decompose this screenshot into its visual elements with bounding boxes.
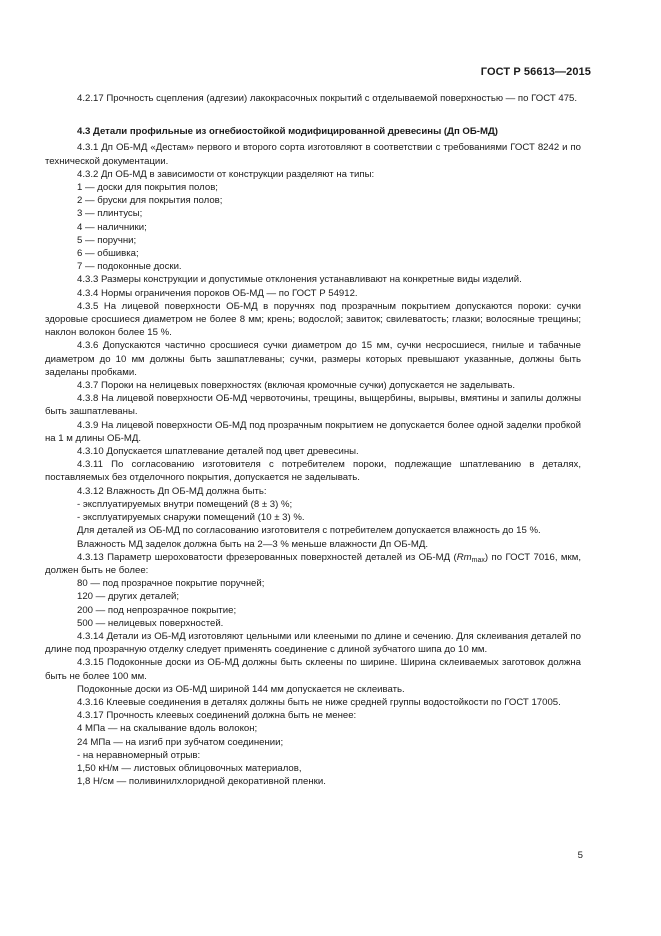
paragraph: 4.3.16 Клеевые соединения в деталях должны быть не ниже средней группы водостойкости по ГОСТ 17005. bbox=[77, 696, 561, 708]
paragraph: 4.3.9 На лицевой поверхности ОБ-МД под прозрачным покрытием не допускается более одной заделки пробкой на 1 м длины ОБ-МД. bbox=[45, 419, 581, 444]
paragraph: 1 — доски для покрытия полов; bbox=[77, 182, 218, 194]
paragraph: 4.3.10 Допускается шпатлевание деталей под цвет древесины. bbox=[77, 446, 359, 458]
paragraph: - эксплуатируемых внутри помещений (8 ± 3) %; bbox=[77, 498, 293, 510]
paragraph: 4.3.14 Детали из ОБ-МД изготовляют цельными или клееными по длине и сечению. Для склеивания деталей по длине под прозрачную отделку следует применять соединение с длиной зубчатого шипа до 10 мм. bbox=[45, 630, 581, 656]
paragraph: Для деталей из ОБ-МД по согласованию изготовителя с потребителем допускается влажность до 15 %. bbox=[77, 525, 541, 537]
paragraph: 80 — под прозрачное покрытие поручней; bbox=[77, 578, 265, 590]
paragraph: 4.3.3 Размеры конструкции и допустимые отклонения устанавливают на конкретные виды изделий. bbox=[77, 274, 522, 286]
paragraph: 4 — наличники; bbox=[77, 221, 147, 233]
paragraph: 4.3.4 Нормы ограничения пороков ОБ-МД — по ГОСТ Р 54912. bbox=[77, 287, 358, 299]
paragraph: 200 — под непрозрачное покрытие; bbox=[77, 604, 237, 616]
paragraph: 4.3.5 На лицевой поверхности ОБ-МД в поручнях под прозрачным покрытием допускаются пороки: сучки здоровые сросшиеся диаметром не более 8 мм; крень; водослой; завиток; свилеватость; глазки; волосяные трещины; наклон волокон более 15 %. bbox=[45, 300, 581, 339]
paragraph: 4.3.7 Пороки на нелицевых поверхностях (включая кромочные сучки) допускается не заделывать. bbox=[77, 380, 516, 392]
paragraph: - на неравномерный отрыв: bbox=[77, 749, 201, 761]
document-body bbox=[45, 92, 581, 788]
paragraph: 1,50 кН/м — листовых облицовочных материалов, bbox=[77, 762, 302, 774]
paragraph: 120 — других деталей; bbox=[77, 591, 180, 603]
paragraph: 500 — нелицевых поверхностей. bbox=[77, 617, 224, 629]
paragraph: 4.3.1 Дп ОБ-МД «Дестам» первого и второго сорта изготовляют в соответствии с требованиями ГОСТ 8242 и по технической документации. bbox=[45, 142, 581, 167]
paragraph: 4.3.17 Прочность клеевых соединений должна быть не менее: bbox=[77, 710, 357, 722]
paragraph: Подоконные доски из ОБ-МД шириной 144 мм допускается не склеивать. bbox=[77, 683, 405, 695]
paragraph: 4.3.2 Дп ОБ-МД в зависимости от конструкции разделяют на типы: bbox=[77, 168, 375, 180]
paragraph: Влажность МД заделок должна быть на 2—3 % меньше влажности Дп ОБ-МД. bbox=[77, 538, 429, 550]
paragraph: 4.3.13 Параметр шероховатости фрезерованных поверхностей деталей из ОБ-МД $(Rm_{max})$ по ГОСТ 7016, мкм, должен быть не более: bbox=[45, 551, 581, 576]
paragraph: - эксплуатируемых снаружи помещений (10 ± 3) %. bbox=[77, 512, 305, 524]
paragraph: 4.3.11 По согласованию изготовителя с потребителем пороки, подлежащие шпатлеванию в деталях, поставляемых без отделочного покрытия, допускается не заделывать. bbox=[45, 459, 581, 484]
paragraph: 3 — плинтусы; bbox=[77, 208, 143, 220]
paragraph: 7 — подоконные доски. bbox=[77, 261, 182, 273]
paragraph: 2 — бруски для покрытия полов; bbox=[77, 195, 223, 207]
paragraph: 5 — поручни; bbox=[77, 234, 137, 246]
paragraph: 4.2.17 Прочность сцепления (адгезии) лакокрасочных покрытий с отделываемой поверхностью — по ГОСТ 475. bbox=[77, 93, 578, 104]
paragraph: 4.3.12 Влажность Дп ОБ-МД должна быть: bbox=[77, 485, 267, 497]
paragraph: 6 — обшивка; bbox=[77, 248, 139, 260]
paragraph: 4.3.8 На лицевой поверхности ОБ-МД червоточины, трещины, выщербины, вырывы, вмятины и запилы должны быть зашпатлеваны. bbox=[45, 393, 581, 418]
paragraph: 1,8 Н/см — поливинилхлоридной декоративной пленки. bbox=[77, 776, 326, 788]
paragraph: 24 МПа — на изгиб при зубчатом соединении; bbox=[77, 736, 284, 748]
paragraph: 4.3.6 Допускаются частично сросшиеся сучки диаметром до 15 мм, сучки несросшиеся, гнилые и табачные диаметром до 10 мм должны быть зашпатлеваны; сучки, размеры которых превышают указанные, должны быть заделаны пробками. bbox=[45, 340, 581, 378]
standard-header: ГОСТ Р 56613—2015 bbox=[480, 66, 591, 78]
section-heading: 4.3 Детали профильные из огнебиостойкой модифицированной древесины (Дп ОБ-МД) bbox=[77, 126, 498, 138]
paragraph: 4 МПа — на скалывание вдоль волокон; bbox=[77, 723, 258, 735]
paragraph: 4.3.15 Подоконные доски из ОБ-МД должны быть склеены по ширине. Ширина склеиваемых заготовок должна быть не более 100 мм. bbox=[45, 657, 581, 682]
page-number: 5 bbox=[577, 850, 583, 861]
